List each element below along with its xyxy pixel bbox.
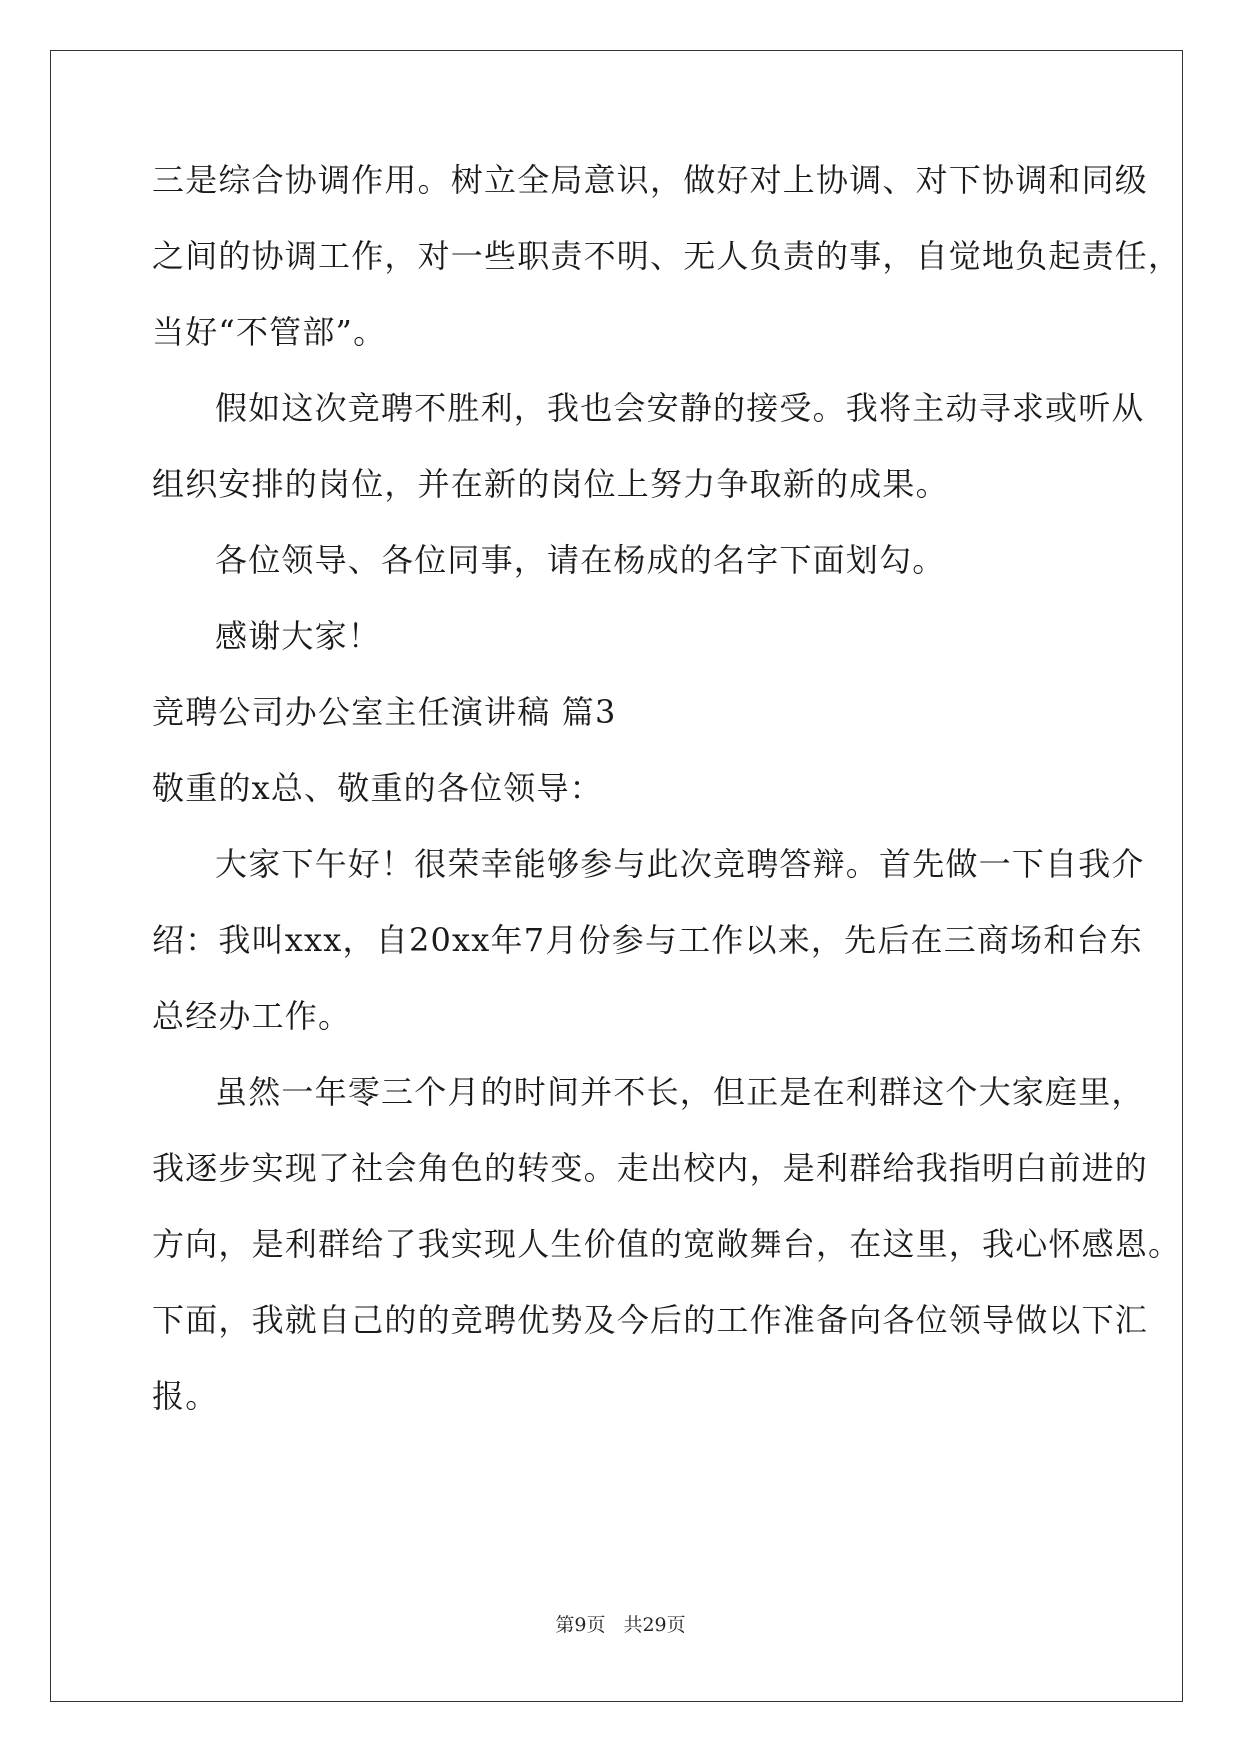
page-footer <box>0 1613 1241 1637</box>
paragraph-line: 各位领导、各位同事，请在杨成的名字下面划勾。 <box>215 541 946 579</box>
paragraph-line: 之间的协调工作，对一些职责不明、无人负责的事，自觉地负起责任， <box>152 237 1182 275</box>
paragraph-line: 我逐步实现了社会角色的转变。走出校内，是利群给我指明白前进的 <box>152 1149 1149 1187</box>
paragraph-line: 报。 <box>152 1377 219 1415</box>
paragraph-line: 大家下午好！很荣幸能够参与此次竞聘答辩。首先做一下自我介 <box>215 845 1145 883</box>
page-number: 第9页 <box>555 1614 606 1636</box>
salutation: 敬重的x总、敬重的各位领导： <box>152 769 603 807</box>
paragraph-line: 方向，是利群给了我实现人生价值的宽敞舞台，在这里，我心怀感恩。 <box>152 1225 1182 1263</box>
paragraph-line: 当好“不管部”。 <box>152 313 387 351</box>
paragraph-line: 总经办工作。 <box>152 997 352 1035</box>
page-total: 共29页 <box>623 1614 686 1636</box>
paragraph-line: 假如这次竞聘不胜利，我也会安静的接受。我将主动寻求或听从 <box>215 389 1145 427</box>
paragraph-line: 感谢大家！ <box>215 617 382 655</box>
paragraph-line: 虽然一年零三个月的时间并不长，但正是在利群这个大家庭里， <box>215 1073 1145 1111</box>
paragraph-line: 组织安排的岗位，并在新的岗位上努力争取新的成果。 <box>152 465 949 503</box>
paragraph-line: 下面，我就自己的的竞聘优势及今后的工作准备向各位领导做以下汇 <box>152 1301 1149 1339</box>
paragraph-line: 绍：我叫xxx，自20xx年7月份参与工作以来，先后在三商场和台东 <box>152 921 1143 959</box>
section-heading: 竞聘公司办公室主任演讲稿 篇3 <box>152 693 617 731</box>
paragraph-line: 三是综合协调作用。树立全局意识，做好对上协调、对下协调和同级 <box>152 161 1149 199</box>
